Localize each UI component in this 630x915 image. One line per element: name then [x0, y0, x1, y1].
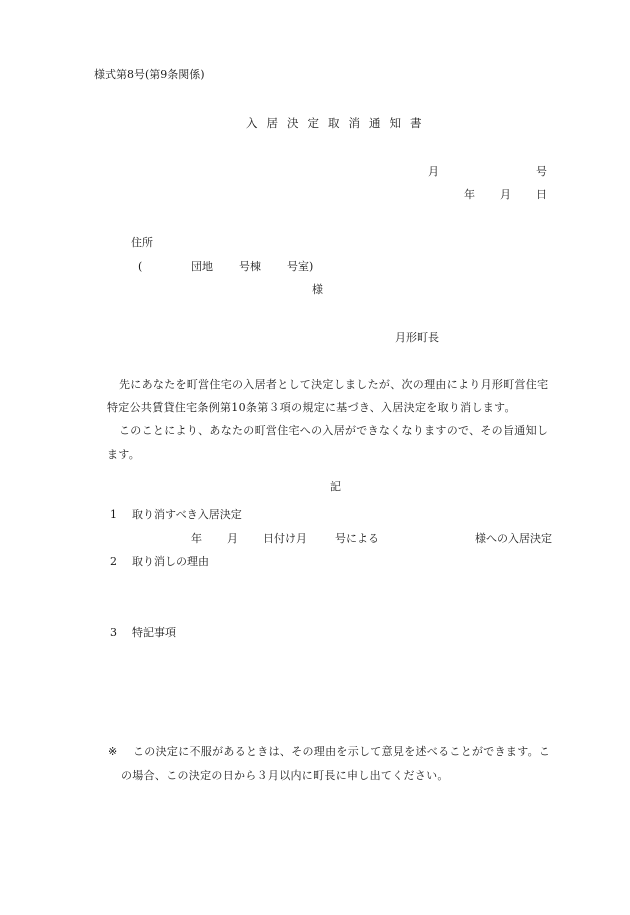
paragraph-2-line-1: このことにより、あなたの町営住宅への入居ができなくなりますので、その旨通知し [119, 424, 549, 437]
item-1-label: 取り消すべき入居決定 [132, 508, 242, 521]
note-line-1: この決定に不服があるときは、その理由を示して意見を述べることができます。こ [133, 745, 551, 758]
address-label: 住所 [131, 236, 153, 249]
header-month-2: 月 [500, 188, 511, 201]
note-line-2: の場合、この決定の日から３月以内に町長に申し出てください。 [121, 769, 449, 782]
paragraph-1-line-2: 特定公共賃貸住宅条例第10条第３項の規定に基づき、入居決定を取り消します。 [107, 401, 516, 414]
item-3-label: 特記事項 [132, 626, 176, 639]
building-label: 号棟 [239, 260, 261, 273]
item-1-number: 1 [110, 508, 117, 521]
sender-name: 月形町長 [395, 331, 439, 344]
item-1-tail: 様への入居決定 [475, 532, 552, 545]
item-1-number-label: 号による [335, 532, 379, 545]
estate-label: 団地 [191, 260, 213, 273]
header-month: 月 [428, 165, 439, 178]
paragraph-1-line-1: 先にあなたを町営住宅の入居者として決定しましたが、次の理由により月形町営住宅 [119, 378, 549, 391]
item-1-year: 年 [191, 532, 202, 545]
item-1-month: 月 [227, 532, 238, 545]
ki-heading: 記 [330, 480, 341, 493]
note-mark: ※ [108, 745, 118, 758]
address-paren-open: ( [138, 260, 143, 273]
header-year: 年 [464, 188, 475, 201]
item-2-label: 取り消しの理由 [132, 555, 209, 568]
item-2-number: 2 [110, 555, 117, 568]
paragraph-2-line-2: ます。 [107, 448, 141, 461]
recipient-honorific: 様 [312, 283, 323, 296]
header-number: 号 [536, 165, 547, 178]
document-title: 入居決定取消通知書 [246, 116, 431, 130]
item-3-number: 3 [110, 626, 117, 639]
form-label: 様式第8号(第9条関係) [94, 68, 205, 81]
header-day: 日 [536, 188, 547, 201]
item-1-date: 日付け月 [263, 532, 307, 545]
room-label: 号室) [287, 260, 314, 273]
